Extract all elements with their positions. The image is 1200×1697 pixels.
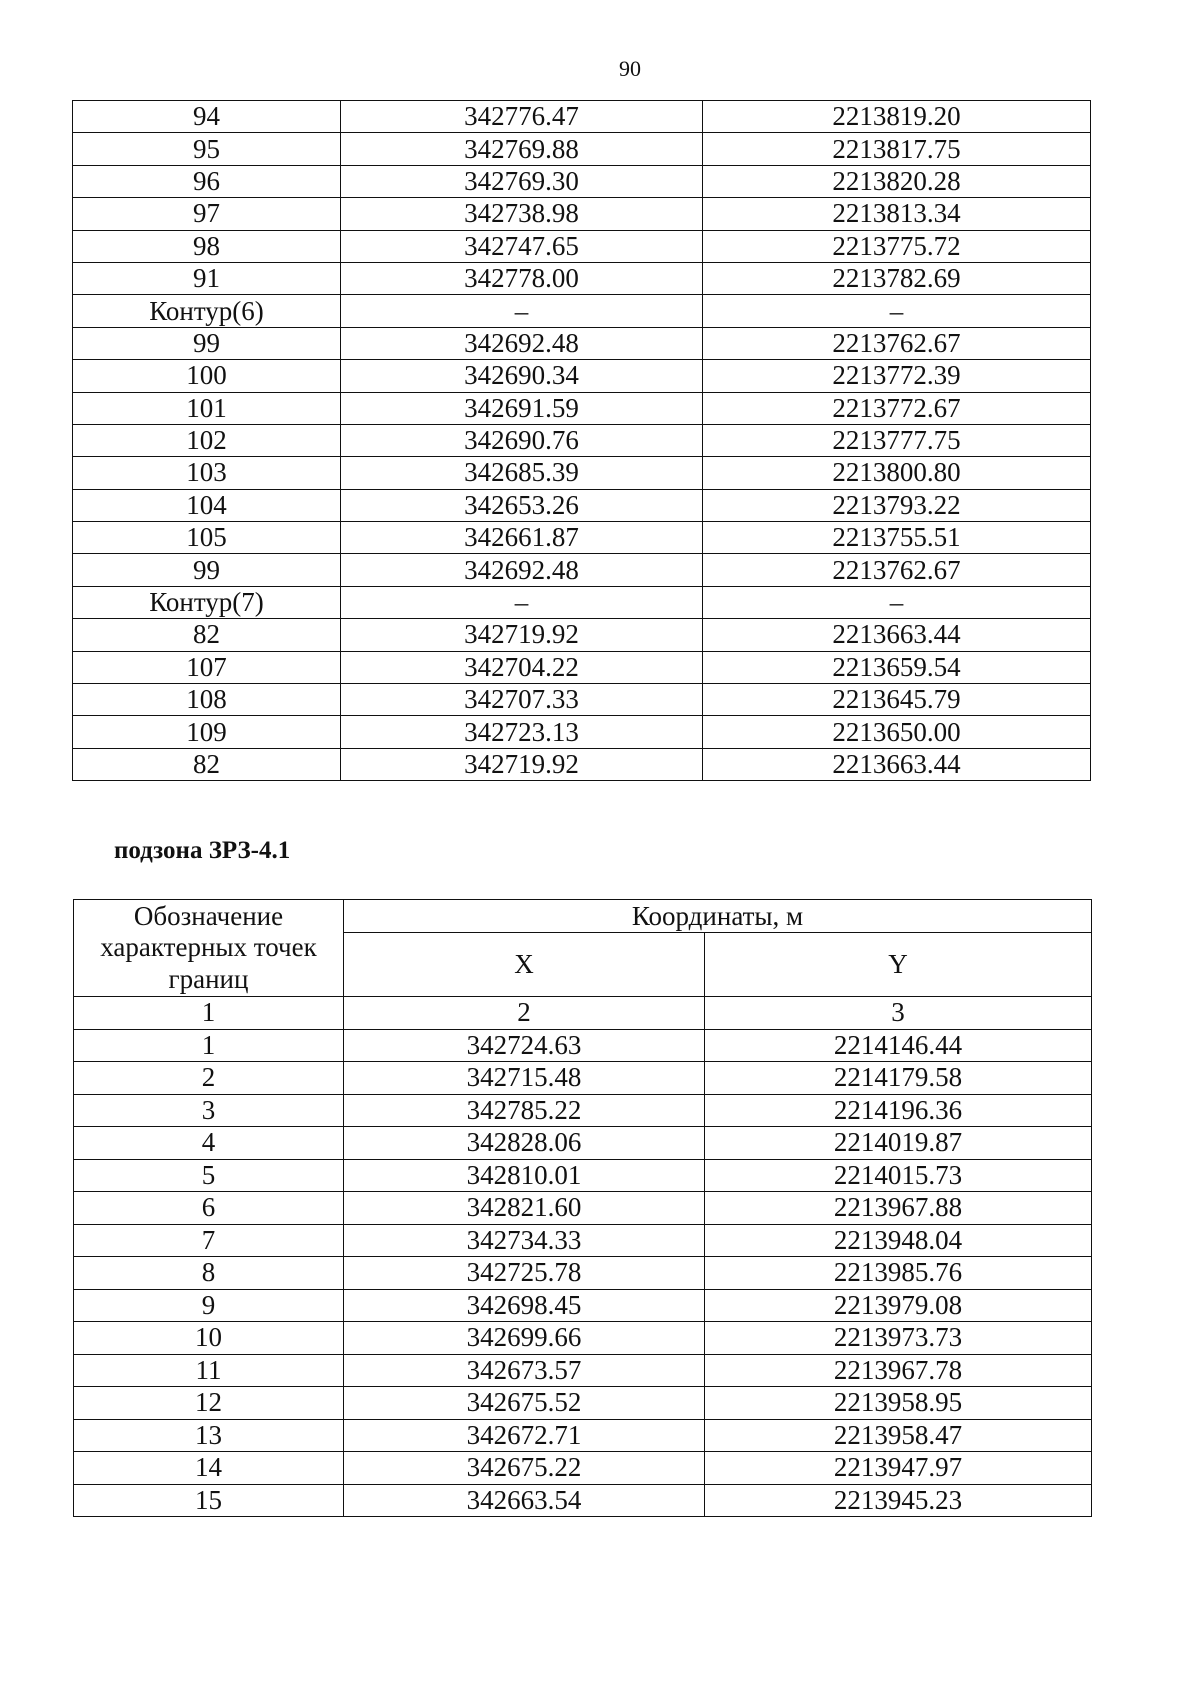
x-coordinate-cell: 342699.66 <box>344 1322 705 1355</box>
table-row <box>74 1127 1092 1160</box>
point-cell: 8 <box>74 1257 344 1290</box>
x-coordinate-cell: 342673.57 <box>344 1354 705 1387</box>
table-row <box>74 1289 1092 1322</box>
coordinates-table-continued <box>72 100 1091 781</box>
x-coordinate-cell: 342738.98 <box>341 198 703 230</box>
y-coordinate-cell: 2213782.69 <box>703 262 1091 294</box>
x-coordinate-cell: 342821.60 <box>344 1192 705 1225</box>
table-row <box>73 651 1091 683</box>
x-coordinate-cell: 342769.30 <box>341 165 703 197</box>
point-cell: 99 <box>73 327 341 359</box>
x-coordinate-cell: – <box>341 586 703 618</box>
y-coordinate-cell: 2213663.44 <box>703 748 1091 780</box>
table-row <box>74 1159 1092 1192</box>
x-coordinate-cell: 342810.01 <box>344 1159 705 1192</box>
x-coordinate-cell: 342672.71 <box>344 1419 705 1452</box>
y-column-header: Y <box>705 933 1092 997</box>
x-column-header: X <box>344 933 705 997</box>
point-cell: 104 <box>73 489 341 521</box>
y-coordinate-cell: 2213663.44 <box>703 619 1091 651</box>
y-coordinate-cell: 2213659.54 <box>703 651 1091 683</box>
table-row <box>73 262 1091 294</box>
y-coordinate-cell: 2213967.88 <box>705 1192 1092 1225</box>
table-row <box>73 327 1091 359</box>
x-coordinate-cell: 342734.33 <box>344 1224 705 1257</box>
y-coordinate-cell: 2213945.23 <box>705 1484 1092 1517</box>
table-row <box>73 230 1091 262</box>
point-cell: 91 <box>73 262 341 294</box>
y-coordinate-cell: 2214015.73 <box>705 1159 1092 1192</box>
table-row <box>73 554 1091 586</box>
table-row <box>73 295 1091 327</box>
table-row <box>73 684 1091 716</box>
coordinates-header: Координаты, м <box>344 900 1092 933</box>
y-coordinate-cell: 2213820.28 <box>703 165 1091 197</box>
x-coordinate-cell: 342690.34 <box>341 360 703 392</box>
point-cell: 107 <box>73 651 341 683</box>
x-coordinate-cell: – <box>341 295 703 327</box>
header-row <box>74 900 1092 933</box>
x-coordinate-cell: 342828.06 <box>344 1127 705 1160</box>
y-coordinate-cell: 2213947.97 <box>705 1452 1092 1485</box>
table-row <box>73 392 1091 424</box>
column-number-row <box>74 997 1092 1030</box>
column-number: 1 <box>74 997 344 1030</box>
subzone-heading: подзона ЗРЗ-4.1 <box>114 837 291 864</box>
table-row <box>73 716 1091 748</box>
y-coordinate-cell: 2213772.67 <box>703 392 1091 424</box>
x-coordinate-cell: 342747.65 <box>341 230 703 262</box>
table-row <box>73 424 1091 456</box>
table-row <box>73 198 1091 230</box>
table-row <box>74 1192 1092 1225</box>
point-cell: 98 <box>73 230 341 262</box>
point-cell: 7 <box>74 1224 344 1257</box>
subzone-table-body <box>74 1029 1092 1517</box>
point-cell: 103 <box>73 457 341 489</box>
y-coordinate-cell: – <box>703 586 1091 618</box>
point-designation-header: Обозначение характерных точек границ <box>74 900 344 997</box>
table-row <box>74 1387 1092 1420</box>
y-coordinate-cell: 2213958.47 <box>705 1419 1092 1452</box>
x-coordinate-cell: 342776.47 <box>341 101 703 133</box>
x-coordinate-cell: 342707.33 <box>341 684 703 716</box>
y-coordinate-cell: 2213650.00 <box>703 716 1091 748</box>
table-row <box>74 1094 1092 1127</box>
y-coordinate-cell: 2213762.67 <box>703 327 1091 359</box>
column-number: 3 <box>705 997 1092 1030</box>
point-cell: 94 <box>73 101 341 133</box>
point-cell: 10 <box>74 1322 344 1355</box>
point-cell: 2 <box>74 1062 344 1095</box>
table-row <box>74 1257 1092 1290</box>
point-cell: 108 <box>73 684 341 716</box>
x-coordinate-cell: 342715.48 <box>344 1062 705 1095</box>
y-coordinate-cell: 2213819.20 <box>703 101 1091 133</box>
x-coordinate-cell: 342691.59 <box>341 392 703 424</box>
point-cell: 5 <box>74 1159 344 1192</box>
table-row <box>73 619 1091 651</box>
y-coordinate-cell: 2214196.36 <box>705 1094 1092 1127</box>
point-cell: 6 <box>74 1192 344 1225</box>
table-row <box>73 522 1091 554</box>
x-coordinate-cell: 342719.92 <box>341 619 703 651</box>
point-cell: 99 <box>73 554 341 586</box>
y-coordinate-cell: – <box>703 295 1091 327</box>
table-row <box>73 133 1091 165</box>
column-number: 2 <box>344 997 705 1030</box>
x-coordinate-cell: 342692.48 <box>341 554 703 586</box>
point-cell: 82 <box>73 619 341 651</box>
x-coordinate-cell: 342685.39 <box>341 457 703 489</box>
point-cell: 11 <box>74 1354 344 1387</box>
x-coordinate-cell: 342675.22 <box>344 1452 705 1485</box>
table-row <box>73 586 1091 618</box>
y-coordinate-cell: 2213979.08 <box>705 1289 1092 1322</box>
x-coordinate-cell: 342690.76 <box>341 424 703 456</box>
y-coordinate-cell: 2213772.39 <box>703 360 1091 392</box>
table-row <box>73 101 1091 133</box>
y-coordinate-cell: 2213985.76 <box>705 1257 1092 1290</box>
point-cell: 109 <box>73 716 341 748</box>
x-coordinate-cell: 342653.26 <box>341 489 703 521</box>
x-coordinate-cell: 342661.87 <box>341 522 703 554</box>
y-coordinate-cell: 2213948.04 <box>705 1224 1092 1257</box>
y-coordinate-cell: 2213645.79 <box>703 684 1091 716</box>
x-coordinate-cell: 342724.63 <box>344 1029 705 1062</box>
y-coordinate-cell: 2213958.95 <box>705 1387 1092 1420</box>
y-coordinate-cell: 2213777.75 <box>703 424 1091 456</box>
y-coordinate-cell: 2213967.78 <box>705 1354 1092 1387</box>
x-coordinate-cell: 342769.88 <box>341 133 703 165</box>
point-cell: 12 <box>74 1387 344 1420</box>
point-cell: 14 <box>74 1452 344 1485</box>
point-cell: 1 <box>74 1029 344 1062</box>
x-coordinate-cell: 342719.92 <box>341 748 703 780</box>
table-row <box>73 489 1091 521</box>
page-number: 90 <box>619 56 641 81</box>
x-coordinate-cell: 342704.22 <box>341 651 703 683</box>
table-row <box>74 1419 1092 1452</box>
point-cell: Контур(6) <box>73 295 341 327</box>
table-row <box>74 1452 1092 1485</box>
y-coordinate-cell: 2213793.22 <box>703 489 1091 521</box>
x-coordinate-cell: 342778.00 <box>341 262 703 294</box>
x-coordinate-cell: 342723.13 <box>341 716 703 748</box>
x-coordinate-cell: 342785.22 <box>344 1094 705 1127</box>
table-row <box>74 1224 1092 1257</box>
point-cell: 9 <box>74 1289 344 1322</box>
point-cell: 4 <box>74 1127 344 1160</box>
point-cell: 96 <box>73 165 341 197</box>
point-cell: 102 <box>73 424 341 456</box>
x-coordinate-cell: 342663.54 <box>344 1484 705 1517</box>
table-row <box>74 1029 1092 1062</box>
x-coordinate-cell: 342698.45 <box>344 1289 705 1322</box>
x-coordinate-cell: 342725.78 <box>344 1257 705 1290</box>
table-row <box>73 748 1091 780</box>
y-coordinate-cell: 2213755.51 <box>703 522 1091 554</box>
y-coordinate-cell: 2214179.58 <box>705 1062 1092 1095</box>
point-cell: Контур(7) <box>73 586 341 618</box>
y-coordinate-cell: 2213973.73 <box>705 1322 1092 1355</box>
table-row <box>74 1354 1092 1387</box>
table-row <box>74 1484 1092 1517</box>
point-cell: 3 <box>74 1094 344 1127</box>
point-cell: 97 <box>73 198 341 230</box>
x-coordinate-cell: 342692.48 <box>341 327 703 359</box>
point-cell: 15 <box>74 1484 344 1517</box>
point-cell: 95 <box>73 133 341 165</box>
point-cell: 13 <box>74 1419 344 1452</box>
y-coordinate-cell: 2213800.80 <box>703 457 1091 489</box>
y-coordinate-cell: 2213762.67 <box>703 554 1091 586</box>
y-coordinate-cell: 2213817.75 <box>703 133 1091 165</box>
y-coordinate-cell: 2214146.44 <box>705 1029 1092 1062</box>
y-coordinate-cell: 2214019.87 <box>705 1127 1092 1160</box>
point-cell: 101 <box>73 392 341 424</box>
table-row <box>74 1322 1092 1355</box>
table-row <box>73 165 1091 197</box>
x-coordinate-cell: 342675.52 <box>344 1387 705 1420</box>
table-row <box>73 360 1091 392</box>
subzone-coordinates-table <box>73 899 1092 1517</box>
table-row <box>74 1062 1092 1095</box>
y-coordinate-cell: 2213813.34 <box>703 198 1091 230</box>
coordinates-table-body <box>73 101 1091 781</box>
point-cell: 105 <box>73 522 341 554</box>
point-cell: 100 <box>73 360 341 392</box>
table-row <box>73 457 1091 489</box>
point-cell: 82 <box>73 748 341 780</box>
y-coordinate-cell: 2213775.72 <box>703 230 1091 262</box>
